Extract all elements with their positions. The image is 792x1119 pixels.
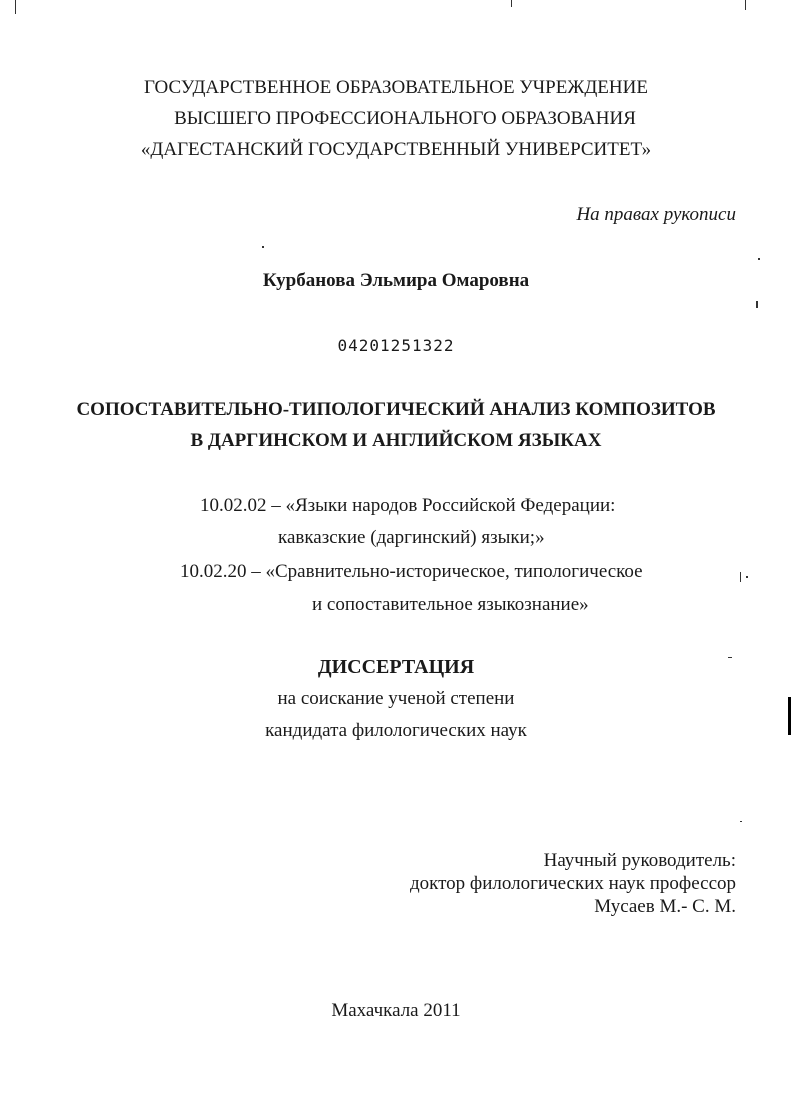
registration-number: 04201251322 — [337, 336, 455, 355]
specialty-2-code: 10.02.20 — [180, 561, 247, 582]
scan-artifact — [758, 258, 760, 260]
scan-artifact — [740, 821, 742, 822]
scan-artifact — [262, 246, 264, 248]
title-line-2: В ДАРГИНСКОМ И АНГЛИЙСКОМ ЯЗЫКАХ — [190, 430, 602, 451]
degree-line-2: кандидата филологических наук — [265, 720, 527, 741]
scan-artifact — [756, 301, 758, 308]
supervisor-label: Научный руководитель: — [543, 850, 736, 871]
scan-artifact — [511, 0, 512, 7]
institution-line-2: ВЫСШЕГО ПРОФЕССИОНАЛЬНОГО ОБРАЗОВАНИЯ — [174, 108, 636, 129]
specialty-1-continuation: кавказские (даргинский) языки;» — [278, 527, 545, 548]
document-type: ДИССЕРТАЦИЯ — [317, 656, 475, 678]
specialty-2-name: – «Сравнительно-историческое, типологическое — [251, 561, 643, 582]
scan-edge-mark — [788, 697, 791, 735]
scan-artifact — [728, 657, 732, 658]
scan-artifact — [746, 576, 748, 578]
degree-line-1: на соискание ученой степени — [277, 688, 515, 709]
specialty-1 — [200, 495, 615, 517]
scan-artifact — [740, 572, 741, 582]
manuscript-note: На правах рукописи — [576, 204, 736, 225]
scan-artifact — [15, 0, 16, 14]
title-line-1: СОПОСТАВИТЕЛЬНО-ТИПОЛОГИЧЕСКИЙ АНАЛИЗ КОМПОЗИТОВ — [76, 399, 716, 420]
supervisor-title: доктор филологических наук профессор — [409, 873, 736, 894]
specialty-1-code: 10.02.02 — [200, 495, 267, 516]
supervisor-name: Мусаев М.- С. М. — [594, 896, 736, 917]
specialty-2-continuation: и сопоставительное языкознание» — [312, 594, 589, 615]
author-name: Курбанова Эльмира Омаровна — [262, 270, 530, 291]
institution-line-1: ГОСУДАРСТВЕННОЕ ОБРАЗОВАТЕЛЬНОЕ УЧРЕЖДЕНИЕ — [144, 77, 648, 98]
city-year: Махачкала 2011 — [331, 1000, 461, 1021]
scan-artifact — [745, 0, 746, 10]
specialty-1-name: – «Языки народов Российской Федерации: — [271, 495, 616, 516]
specialty-2 — [180, 561, 643, 583]
institution-line-3: «ДАГЕСТАНСКИЙ ГОСУДАРСТВЕННЫЙ УНИВЕРСИТЕТ» — [140, 139, 652, 160]
